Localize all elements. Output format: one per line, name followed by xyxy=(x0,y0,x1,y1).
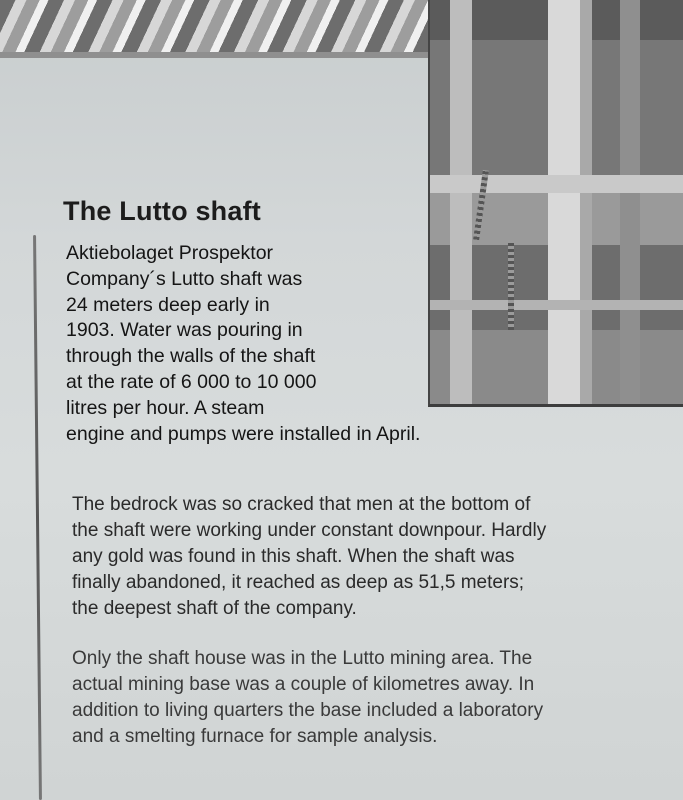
photo-beam xyxy=(430,175,683,193)
paragraph-2 xyxy=(72,492,672,622)
paragraph-1 xyxy=(66,241,421,447)
text-line: through the walls of the shaft xyxy=(66,345,316,368)
text-line: 1903. Water was pouring in xyxy=(66,319,303,342)
text-line: Only the shaft house was in the Lutto mining area. The xyxy=(72,648,533,669)
text-line: any gold was found in this shaft. When the shaft was xyxy=(72,546,515,567)
text-line: litres per hour. A steam xyxy=(66,396,265,419)
historic-photo-strip xyxy=(0,0,430,58)
sign-title: The Lutto shaft xyxy=(63,196,261,226)
text-line: Aktiebolaget Prospektor xyxy=(66,242,274,264)
text-line: at the rate of 6 000 to 10 000 xyxy=(66,370,317,393)
photo-beam xyxy=(430,300,683,310)
paragraph-3 xyxy=(72,646,672,750)
text-line: The bedrock was so cracked that men at the bottom of xyxy=(72,494,531,515)
photo-rope xyxy=(508,240,514,330)
text-line: the shaft were working under constant downpour. Hardly xyxy=(72,520,547,541)
margin-line xyxy=(33,235,42,800)
text-line: and a smelting furnace for sample analysis. xyxy=(72,726,438,747)
text-line: 24 meters deep early in xyxy=(66,293,270,316)
text-line: actual mining base was a couple of kilometres away. In xyxy=(72,674,535,695)
text-line: finally abandoned, it reached as deep as 51,5 meters; xyxy=(72,572,525,593)
text-line: addition to living quarters the base included a laboratory xyxy=(72,700,544,721)
text-line: engine and pumps were installed in April. xyxy=(66,422,421,445)
text-line: Company´s Lutto shaft was xyxy=(66,267,303,290)
text-line: the deepest shaft of the company. xyxy=(72,598,357,619)
historic-photo-shaft-house xyxy=(428,0,683,407)
